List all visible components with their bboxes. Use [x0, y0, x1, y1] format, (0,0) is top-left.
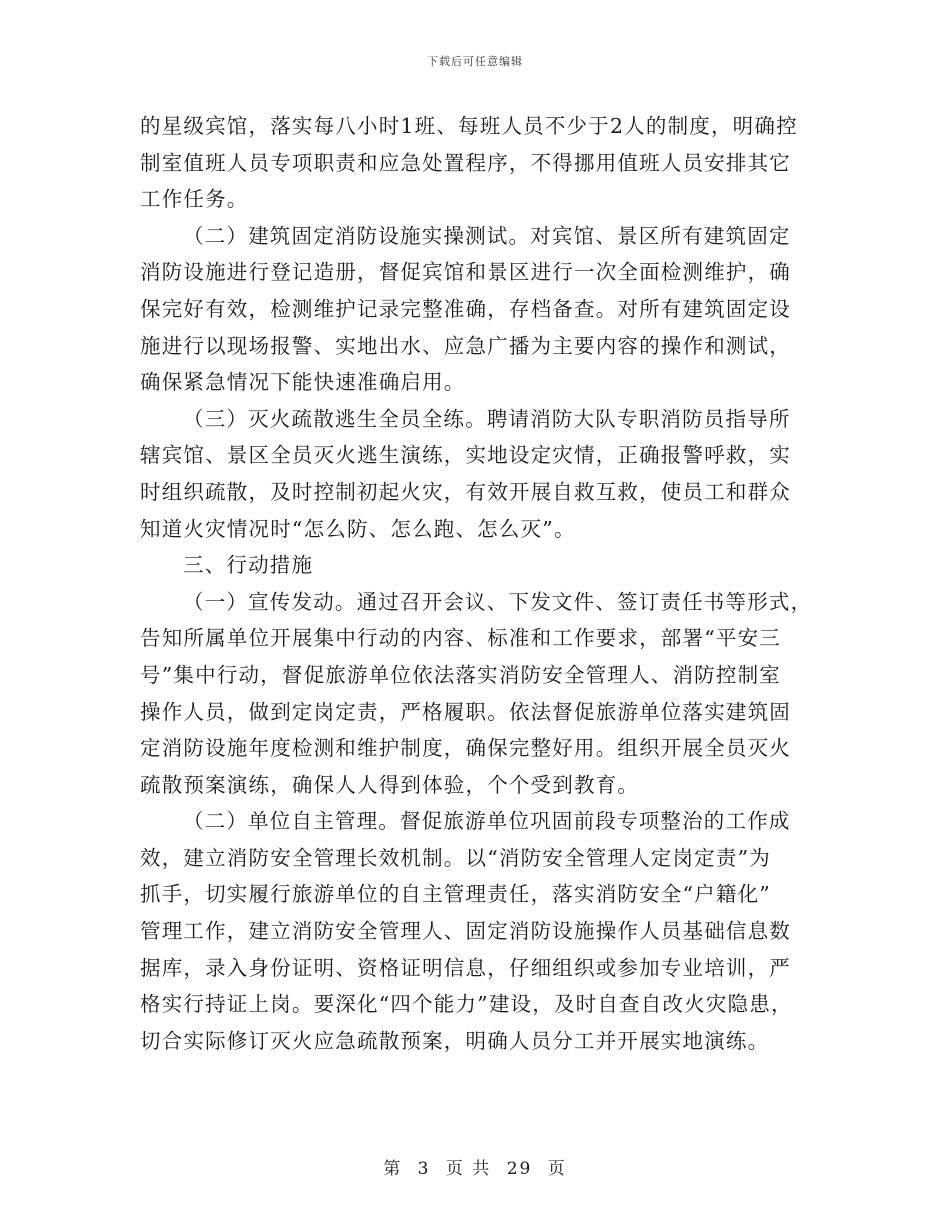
text-line: 的星级宾馆，落实每八小时1班、每班人员不少于2人的制度，明确控 — [140, 114, 798, 138]
text-line: 施进行以现场报警、实地出水、应急广播为主要内容的操作和测试， — [140, 333, 791, 358]
text-line: 知道火灾情况时“怎么防、怎么跑、怎么灭”。 — [140, 516, 576, 541]
text-line: 定消防设施年度检测和维护制度，确保完整好用。组织开展全员灭火 — [140, 736, 791, 761]
footer-mid: 页 共 — [445, 1159, 492, 1179]
page-number: 3 — [417, 1159, 431, 1179]
text-line: 管理工作，建立消防安全管理人、固定消防设施操作人员基础信息数 — [140, 919, 791, 944]
text-line: 制室值班人员专项职责和应急处置程序，不得挪用值班人员安排其它 — [140, 150, 791, 175]
paragraph-heading-line: （三）灭火疏散逃生全员全练。聘请消防大队专职消防员指导所 — [183, 406, 791, 431]
paragraph-heading-line: （二）建筑固定消防设施实操测试。对宾馆、景区所有建筑固定 — [183, 223, 791, 248]
document-body — [140, 108, 812, 1059]
text-line: 消防设施进行登记造册，督促宾馆和景区进行一次全面检测维护，确 — [140, 260, 791, 285]
text-line: 时组织疏散，及时控制初起火灾，有效开展自救互救，使员工和群众 — [140, 479, 791, 504]
header-note: 下载后可任意编辑 — [427, 55, 523, 68]
footer-suffix: 页 — [547, 1159, 567, 1179]
text-line: 保完好有效，检测维护记录完整准确，存档备查。对所有建筑固定设 — [140, 296, 791, 321]
text-line: 确保紧急情况下能快速准确启用。 — [140, 370, 466, 395]
text-line: 操作人员，做到定岗定责，严格履职。依法督促旅游单位落实建筑固 — [140, 699, 791, 724]
text-line: 据库，录入身份证明、资格证明信息，仔细组织或参加专业培训，严 — [140, 955, 791, 980]
text-line: 效，建立消防安全管理长效机制。以“消防安全管理人定岗定责”为 — [140, 845, 771, 870]
text-line: 辖宾馆、景区全员灭火逃生演练，实地设定灾情，正确报警呼救，实 — [140, 443, 791, 468]
text-line: 切合实际修订灭火应急疏散预案，明确人员分工并开展实地演练。 — [140, 1028, 770, 1053]
paragraph-heading-line: （二）单位自主管理。督促旅游单位巩固前段专项整治的工作成 — [183, 809, 791, 834]
text-line: 抓手，切实履行旅游单位的自主管理责任，落实消防安全“户籍化” — [140, 882, 771, 907]
paragraph-heading-line: （一）宣传发动。通过召开会议、下发文件、签订责任书等形式， — [183, 589, 813, 614]
text-line: 格实行持证上岗。要深化“四个能力”建设，及时自查自改火灾隐患， — [140, 992, 793, 1017]
text-line: 告知所属单位开展集中行动的内容、标准和工作要求，部署“平安三 — [140, 626, 781, 651]
text-line: 号”集中行动，督促旅游单位依法落实消防安全管理人、消防控制室 — [140, 662, 781, 687]
footer-prefix: 第 — [383, 1159, 403, 1179]
text-line: 疏散预案演练，确保人人得到体验，个个受到教育。 — [140, 772, 640, 797]
section-heading: 三、行动措施 — [183, 553, 314, 578]
page-footer — [0, 1154, 950, 1179]
text-line: 工作任务。 — [140, 187, 249, 212]
page-total: 29 — [506, 1159, 533, 1179]
